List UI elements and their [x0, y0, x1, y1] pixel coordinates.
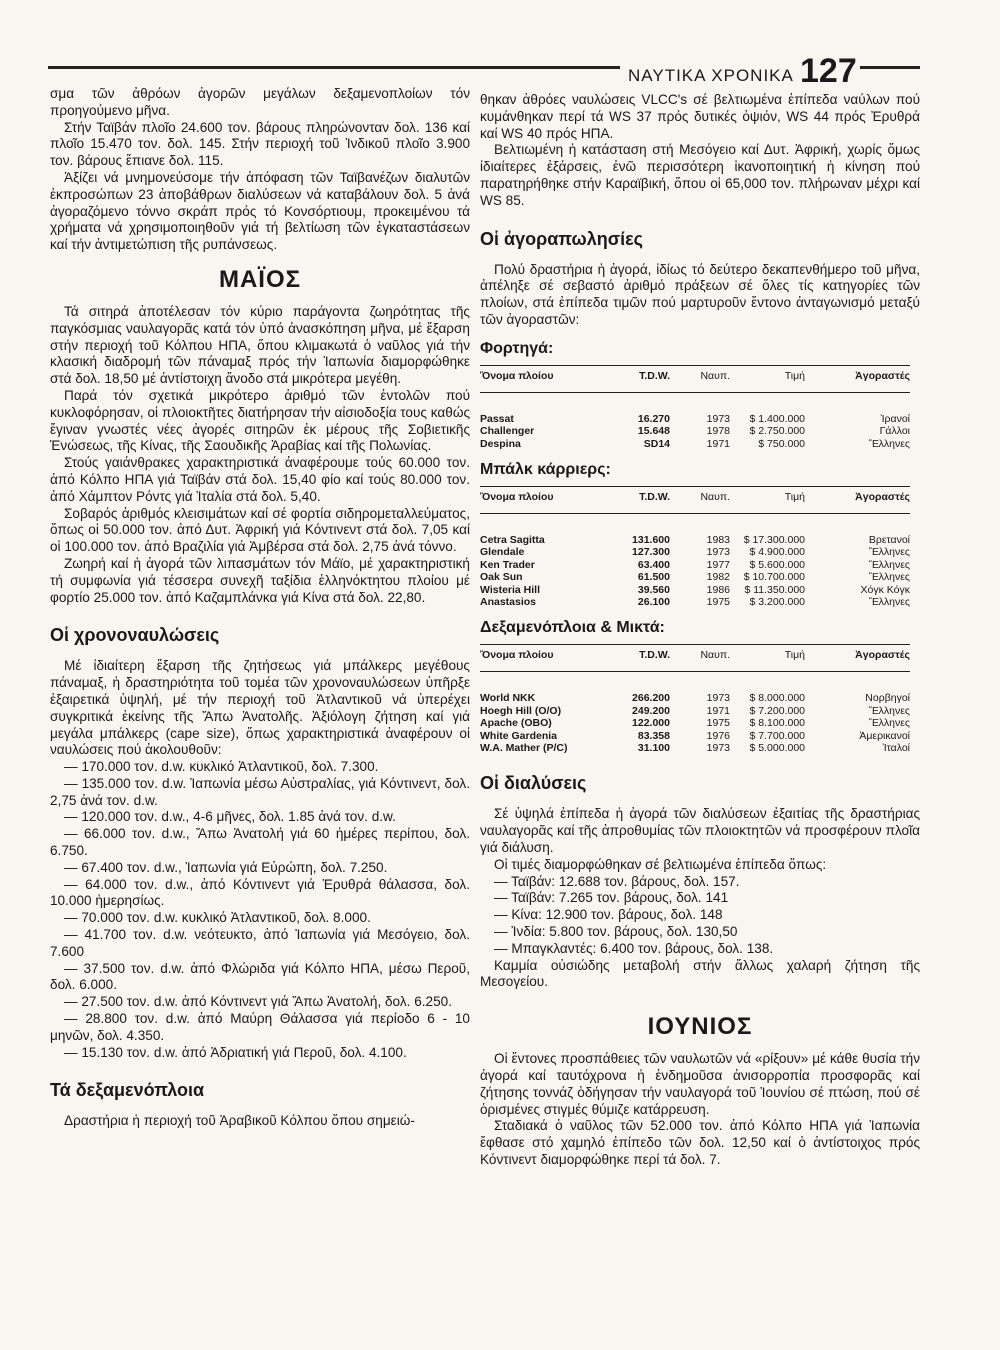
- sales-heading: Οἱ ἀγοραπωλησίες: [480, 228, 643, 249]
- built-year: 1973: [706, 546, 730, 559]
- built-year: 1973: [706, 742, 730, 755]
- buyers: Ἕλληνες: [868, 571, 910, 584]
- price: $ 10.700.000: [743, 571, 805, 584]
- ship-name: Cetra Sagitta: [480, 533, 545, 546]
- table-body: [480, 514, 910, 608]
- right-paragraph: θηκαν ἀθρόες ναυλώσεις VLCC's σέ βελτιωμένα ἐπίπεδα ναύλων πού κυμάνθηκαν περί τά WS 37 πρός δυτικές ὀψιόν, WS 44 πρός Ἐρυθρά καί WS 40 πρός ΗΠΑ.: [480, 92, 920, 141]
- right-paragraph: Βελτιωμένη ἡ κατάσταση στή Μεσόγειο καί Δυτ. Ἀφρική, χωρίς ὅμως ἰδιαίτερες ἐξάρσεις, ἐνῶ περισσότερη ἱκανοποιητική ἡ κίνηση πού παρατηρήθηκε στήν Καραϊβική, ὅπου οἱ 65,000 τον. πλήρωναν μέχρι καί WS 85.: [480, 142, 920, 208]
- buyers: Ἰρανοί: [880, 412, 910, 425]
- col-ship-name: Ὄνομα πλοίου: [480, 369, 554, 382]
- tdw: 122.000: [632, 717, 670, 730]
- may-heading: ΜΑΪΟΣ: [218, 265, 302, 293]
- col-ship-name: Ὄνομα πλοίου: [480, 649, 554, 662]
- price: $ 750.000: [758, 437, 805, 450]
- cargo-table: [480, 365, 910, 450]
- buyers: Βρετανοί: [868, 533, 910, 546]
- tdw: 31.100: [637, 742, 670, 755]
- built-year: 1975: [706, 717, 730, 730]
- table-row: [480, 742, 910, 754]
- left-column: [50, 86, 470, 1130]
- price: $ 11.350.000: [744, 583, 805, 596]
- may-paragraph: Στούς γαιάνθρακες χαρακτηριστικά ἀναφέρουμε τούς 60.000 τον. ἀπό Κόλπο ΗΠΑ γιά Ταϊβάν στά δολ. 15,40 φίο καί τούς 80.000 τον. ἀπό Χάμπτον Ρόντς γιά Ἰταλία στά δολ. 5,40.: [50, 455, 470, 504]
- timecharters-heading: Οἱ χρονοναυλώσεις: [50, 625, 220, 646]
- list-item: — 37.500 τον. d.w. ἀπό Φλώριδα γιά Κόλπο ΗΠΑ, μέσω Περοῦ, δολ. 6.000.: [50, 960, 470, 993]
- list-item: — Κίνα: 12.900 τον. βάρους, δολ. 148: [494, 907, 723, 923]
- buyers: Ἕλληνες: [868, 546, 910, 559]
- tdw: SD14: [643, 437, 670, 450]
- tdw: 249.200: [632, 704, 670, 717]
- ship-name: Glendale: [480, 546, 525, 559]
- buyers: Ἀμερικανοί: [859, 729, 910, 742]
- built-year: 1971: [706, 704, 730, 717]
- built-year: 1983: [706, 533, 730, 546]
- price: $ 1.400.000: [749, 412, 805, 425]
- tdw: 16.270: [637, 412, 670, 425]
- table-row: [480, 717, 910, 729]
- tdw: 61.500: [637, 571, 670, 584]
- tdw: 63.400: [637, 558, 670, 571]
- built-year: 1971: [706, 437, 730, 450]
- list-item: — 135.000 τον. d.w. Ἰαπωνία μέσω Αὐστραλίας, γιά Κόντινεντ, δολ. 2,75 ἀνά τον. d.w.: [50, 775, 470, 808]
- list-item: — 66.000 τον. d.w., Ἄπω Ἀνατολή γιά 60 ἡμέρες περίπου, δολ. 6.750.: [50, 826, 470, 859]
- list-item: — 120.000 τον. d.w., 4-6 μῆνες, δολ. 1.85 ἀνά τον. d.w.: [64, 809, 396, 825]
- table-row: [480, 571, 910, 583]
- may-paragraph: Σοβαρός ἀριθμός κλεισιμάτων καί σέ φορτία σιδηρομεταλλεύματος, ὅπως οἱ 50.000 τον. ἀπό Δυτ. Ἀφρική γιά Κόντινεντ στά δολ. 7,05 καί οἱ 100.000 τον. ἀπό Βραζιλία γιά Ἀμβέρσα στά δολ. 2,75 ἀνά τόννο.: [50, 505, 470, 555]
- list-item: — 67.400 τον. d.w., Ἰαπωνία γιά Εὐρώπη, δολ. 7.250.: [64, 859, 388, 875]
- table-header: [480, 644, 910, 672]
- table-row: [480, 705, 910, 717]
- tankers-table: [480, 644, 910, 754]
- buyers: Νορβηγοί: [865, 692, 910, 705]
- buyers: Γάλλοι: [879, 425, 910, 438]
- list-item: — Ταϊβάν: 7.265 τον. βάρους, δολ. 141: [494, 890, 729, 906]
- list-item: — 41.700 τον. d.w. νεότευκτο, ἀπό Ἰαπωνία γιά Μεσόγειο, δολ. 7.600: [50, 927, 470, 959]
- cargo-table-title: Φορτηγά:: [480, 339, 554, 357]
- ship-name: White Gardenia: [480, 729, 558, 742]
- list-item: — 64.000 τον. d.w., ἀπό Κόντινεντ γιά Ἐρυθρά θάλασσα, δολ. 10.000 ἡμερησίως.: [50, 876, 470, 909]
- col-buyers: Ἀγοραστές: [855, 490, 910, 503]
- built-year: 1973: [706, 692, 730, 705]
- bulk-table: [480, 486, 910, 608]
- timecharters-intro: Μέ ἰδιαίτερη ἔξαρση τῆς ζητήσεως γιά μπάλκερς μεγέθους πάναμαξ, ἡ δραστηριότητα τοῦ τομέα τῶν χρονοναυλώσεων ὑπῆρξε ἐξαιρετικά ὑψηλή, μέ τήν περιοχή τοῦ Ἀτλαντικοῦ νά ὑπερέχει συγκριτικά ἐκείνης τῆς Ἄπω Ἀνατολῆς. Ἀξιόλογη ζήτηση καί γιά μεγάλα μπάλκερς (cape size), ὅπως χαρακτηριστικά ἀναφέρουν οἱ ναυλώσεις πού ἀκολουθοῦν:: [50, 658, 470, 758]
- table-row: [480, 534, 910, 546]
- buyers: Ἕλληνες: [868, 717, 910, 730]
- col-tdw: T.D.W.: [639, 490, 670, 503]
- may-paragraph: Ζωηρή καί ἡ ἀγορά τῶν λιπασμάτων τόν Μάϊο, μέ χαρακτηριστική τή συμφωνία γιά τέσσερα συνεχῆ ταξίδια ἑλληνόκτητου πλοίου μέ φορτίο 25.000 τον. ἀπό Καζαμπλάνκα γιά Κίνα στά δολ. 22,80.: [50, 555, 470, 605]
- intro-paragraph: Ἀξίζει νά μνημονεύσομε τήν ἀπόφαση τῶν Ταϊβανέζων διαλυτῶν ἐκπροσώπων 23 ἀποβάθρων διαλύσεων νά καταβάλουν δολ. 5 ἀνά ἀγοραζόμενο τόννο σκράπ πρός τό Κονσόρτιουμ, προκειμένου τά χρήματα νά χρησιμοποιηθοῦν γιά τή βελτίωση τῶν ἐγκαταστάσεων καί τήν ἀντιμετώπιση τῆς ρυπάνσεως.: [50, 169, 470, 253]
- buyers: Χόγκ Κόγκ: [860, 583, 910, 596]
- sales-intro: Πολύ δραστήρια ἡ ἀγορά, ἰδίως τό δεύτερο δεκαπενθήμερο τοῦ μῆνα, ἀπέληξε σέ σεβαστό ἀριθμό πράξεων σέ ὅλες τίς κατηγορίες τῶν πλοίων, στά ἐπίπεδα τιμῶν πού μαρτυροῦν ἔντονο ἀνταγωνισμό μεταξύ τῶν ἀγοραστῶν:: [480, 261, 920, 327]
- table-body: [480, 393, 910, 450]
- june-paragraph: Οἱ ἔντονες προσπάθειες τῶν ναυλωτῶν νά «ρίξουν» μέ κάθε θυσία τήν ἀγορά καί ταυτόχρονα ἡ ἐνδημοῦσα ἀνισορροπία προσφορᾶς καί ζήτησης τοννάζ ὁδήγησαν τήν ναυλαγορά τοῦ Ἰουνίου σέ πτώση, πού σέ ὁρισμένες στιγμές θύμιζε κατάρρευση.: [480, 1051, 920, 1117]
- col-buyers: Ἀγοραστές: [855, 369, 910, 382]
- table-row: [480, 584, 910, 596]
- col-tdw: T.D.W.: [639, 649, 670, 662]
- intro-paragraph: Στήν Ταϊβάν πλοῖο 24.600 τον. βάρους πληρώνονταν δολ. 136 καί πλοῖο 15.470 τον. δολ. 145. Στήν περιοχή τοῦ Ἰνδικοῦ πλοῖο 3.900 τον. βάρους ἔπιανε δολ. 115.: [50, 119, 470, 169]
- col-tdw: T.D.W.: [639, 369, 670, 382]
- tdw: 83.358: [637, 729, 670, 742]
- tdw: 39.560: [637, 583, 670, 596]
- list-item: — 170.000 τον. d.w. κυκλικό Ἀτλαντικοῦ, δολ. 7.300.: [64, 759, 379, 775]
- intro-paragraph: σμα τῶν ἀθρόων ἀγορῶν μεγάλων δεξαμενοπλοίων τόν προηγούμενο μῆνα.: [50, 86, 470, 118]
- col-ship-name: Ὄνομα πλοίου: [480, 490, 554, 503]
- tdw: 26.100: [637, 596, 670, 609]
- table-row: [480, 692, 910, 704]
- may-paragraph: Τά σιτηρά ἀποτέλεσαν τόν κύριο παράγοντα ζωηρότητας τῆς παγκόσμιας ναυλαγορᾶς κατά τόν ὑπό ἀνασκόπηση μῆνα, μέ ἔξαρση στήν περιοχή τοῦ Κόλπου ΗΠΑ, ὅπου κλιμακωτά ὁ ναῦλος γιά τήν κλασική διαδρομή τῶν πάναμαξ πρός τήν Ἰαπωνία διαμορφώθηκε στά δολ. 18,50 μέ ἀντίστοιχη ἄνοδο στά μικρότερα μεγέθη.: [50, 303, 470, 387]
- table-header: [480, 365, 910, 393]
- list-item: — 27.500 τον. d.w. ἀπό Κόντινεντ γιά Ἄπω Ἀνατολή, δολ. 6.250.: [64, 994, 453, 1010]
- scrapping-heading: Οἱ διαλύσεις: [480, 773, 587, 794]
- col-built: Ναυπ.: [700, 369, 730, 382]
- price: $ 17.300.000: [743, 533, 805, 546]
- list-item: — 70.000 τον. d.w. κυκλικό Ἀτλαντικοῦ, δολ. 8.000.: [64, 910, 371, 926]
- col-built: Ναυπ.: [700, 649, 730, 662]
- scrapping-intro-2: Οἱ τιμές διαμορφώθηκαν σέ βελτιωμένα ἐπίπεδα ὅπως:: [494, 856, 827, 872]
- buyers: Ἕλληνες: [868, 596, 910, 609]
- price: $ 7.700.000: [749, 729, 805, 742]
- built-year: 1975: [706, 596, 730, 609]
- built-year: 1982: [706, 571, 730, 584]
- price: $ 7.200.000: [749, 704, 805, 717]
- june-paragraph: Σταδιακά ὁ ναῦλος τῶν 52.000 τον. ἀπό Κόλπο ΗΠΑ γιά Ἰαπωνία ἔφθασε στό χαμηλό ἐπίπεδο τῶν δολ. 12,50 καί ὁ ἀντίστοιχος πρός Κόντινεντ διαμορφώθηκε περί τά δολ. 7.: [480, 1118, 920, 1167]
- built-year: 1973: [706, 412, 730, 425]
- col-buyers: Ἀγοραστές: [855, 649, 910, 662]
- price: $ 4.900.000: [749, 546, 805, 559]
- built-year: 1976: [706, 729, 730, 742]
- ship-name: Challenger: [480, 425, 535, 438]
- list-item: — Ἰνδία: 5.800 τον. βάρους, δολ. 130,50: [494, 924, 738, 940]
- col-built: Ναυπ.: [700, 490, 730, 503]
- list-item: — Μπαγκλαντές: 6.400 τον. βάρους, δολ. 138.: [494, 940, 774, 956]
- ship-name: Wisteria Hill: [480, 583, 541, 596]
- col-price: Τιμή: [784, 490, 805, 503]
- price: $ 3.200.000: [749, 596, 805, 609]
- table-body: [480, 672, 910, 754]
- tankers-paragraph: Δραστήρια ἡ περιοχή τοῦ Ἀραβικοῦ Κόλπου ὅπου σημειώ-: [64, 1113, 415, 1129]
- col-price: Τιμή: [784, 369, 805, 382]
- magazine-title: ΝΑΥΤΙΚΑ ΧΡΟΝΙΚΑ: [628, 66, 794, 85]
- ship-name: Apache (OBO): [480, 717, 552, 730]
- table-row: [480, 596, 910, 608]
- table-row: [480, 438, 910, 450]
- ship-name: World NKK: [480, 692, 536, 705]
- buyers: Ἕλληνες: [868, 558, 910, 571]
- right-column: [480, 92, 920, 1169]
- tdw: 131.600: [632, 533, 670, 546]
- bulk-table-title: Μπάλκ κάρριερς:: [480, 460, 611, 478]
- built-year: 1986: [706, 583, 730, 596]
- ship-name: W.A. Mather (P/C): [480, 742, 568, 755]
- table-row: [480, 730, 910, 742]
- tankers-heading: Τά δεξαμενόπλοια: [50, 1080, 205, 1101]
- table-row: [480, 413, 910, 425]
- list-item: — 15.130 τον. d.w. ἀπό Ἀδριατική γιά Περοῦ, δολ. 4.100.: [64, 1044, 407, 1060]
- june-heading: ΙΟΥΝΙΟΣ: [647, 1013, 753, 1041]
- list-item: — Ταϊβάν: 12.688 τον. βάρους, δολ. 157.: [494, 873, 740, 889]
- table-row: [480, 546, 910, 558]
- tdw: 266.200: [632, 692, 670, 705]
- ship-name: Oak Sun: [480, 571, 523, 584]
- price: $ 2.750.000: [749, 425, 805, 438]
- price: $ 8.100.000: [749, 717, 805, 730]
- ship-name: Despina: [480, 437, 521, 450]
- price: $ 8.000.000: [749, 692, 805, 705]
- price: $ 5.000.000: [749, 742, 805, 755]
- table-row: [480, 559, 910, 571]
- tankers-table-title: Δεξαμενόπλοια & Μικτά:: [480, 619, 665, 637]
- table-row: [480, 425, 910, 437]
- ship-name: Ken Trader: [480, 558, 535, 571]
- tdw: 127.300: [632, 546, 670, 559]
- ship-name: Anastasios: [480, 596, 537, 609]
- may-paragraph: Παρά τόν σχετικά μικρότερο ἀριθμό τῶν ἐντολῶν πού κυκλοφόρησαν, οἱ πλοιοκτῆτες διατήρησαν τήν αἰσιοδοξία τους καθώς ἔγιναν γνωστές νέες ἀγορές σιτηρῶν ἐκ μέρους τῆς Σοβιετικῆς Ἑνώσεως, τῆς Κίνας, τῆς Σαουδικῆς Ἀραβίας καί τῆς Πολωνίας.: [50, 387, 470, 454]
- price: $ 5.600.000: [749, 558, 805, 571]
- ship-name: Hoegh Hill (O/O): [480, 704, 562, 717]
- buyers: Ἕλληνες: [868, 704, 910, 717]
- col-price: Τιμή: [784, 649, 805, 662]
- header-rule-right: [860, 66, 920, 69]
- scrapping-outro: Καμμία οὐσιώδης μεταβολή στήν ἄλλως χαλαρή ζήτηση τῆς Μεσογείου.: [480, 957, 920, 990]
- table-header: [480, 486, 910, 514]
- built-year: 1977: [706, 558, 730, 571]
- scrapping-intro: Σέ ὑψηλά ἐπίπεδα ἡ ἀγορά τῶν διαλύσεων ἐξαιτίας τῆς δραστήριας ναυλαγορᾶς καί τῆς ἀπροθυμίας τῶν πλοιοκτητῶν νά προσφέρουν πλοῖα γιά διάλυση.: [480, 806, 920, 856]
- ship-name: Passat: [480, 412, 514, 425]
- list-item: — 28.800 τον. d.w. ἀπό Μαύρη Θάλασσα γιά περίοδο 6 - 10 μηνῶν, δολ. 4.350.: [50, 1011, 470, 1043]
- tdw: 15.648: [637, 425, 670, 438]
- header-rule-left: [48, 66, 620, 69]
- buyers: Ἕλληνες: [868, 437, 910, 450]
- built-year: 1978: [706, 425, 730, 438]
- page-number: 127: [800, 52, 857, 90]
- buyers: Ἰταλοί: [882, 742, 910, 755]
